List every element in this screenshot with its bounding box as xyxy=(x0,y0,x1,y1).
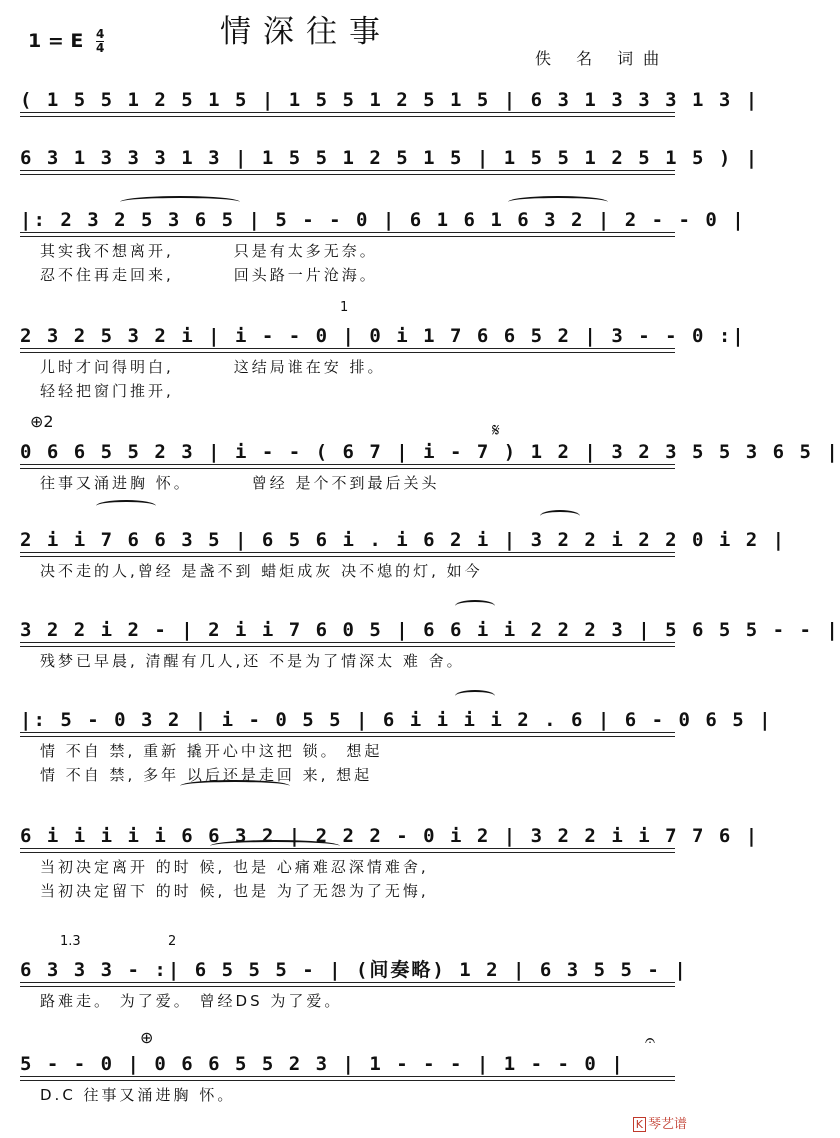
time-top: 4 xyxy=(95,27,105,41)
lyric-segment: 路难走。 为了爱。 曾经DS 为了爱。 xyxy=(40,992,343,1010)
lyric-segment: 决不走的人,曾经 是盏不到 蜡炬成灰 决不熄的灯, 如今 xyxy=(40,562,483,580)
notation-line: 6 3 3 3 - :| 6 5 5 5 - | (间奏略) 1 2 | 6 3 5 5 - | xyxy=(20,959,688,981)
lyric-segment: 轻轻把窗门推开, xyxy=(40,382,174,400)
score-header xyxy=(0,0,697,70)
lyric-segment: 残梦已早晨, 清醒有几人,还 不是为了情深太 难 舍。 xyxy=(40,652,465,670)
lyric-segment: 情 不自 禁, 重新 撬开心中这把 锁。 想起 xyxy=(40,742,383,760)
coda-mark: ⊕ xyxy=(140,1028,154,1047)
notation-line: 3 2 2 i 2 - | 2 i i 7 6 0 5 | 6 6 i i 2 2 2 3 | 5 6 5 5 - - | xyxy=(20,619,840,641)
volta-1-3-mark: 1.3 xyxy=(60,934,81,949)
beam-underline xyxy=(20,1076,675,1081)
slur-tie xyxy=(540,510,580,522)
lyric-segment: 情 不自 禁, 多年 以后还是走回 来, 想起 xyxy=(40,766,373,784)
lyric-segment: 当初决定留下 的时 候, 也是 为了无怨为了无悔, xyxy=(40,882,429,900)
song-title: 情深往事 xyxy=(220,14,392,50)
notation-line: 0 6 6 5 5 2 3 | i - - ( 6 7 | i - 7 ) 1 2 | 3 2 3 5 5 3 6 5 | xyxy=(20,441,840,463)
lyric-segment: 忍不住再走回来, xyxy=(40,266,174,284)
time-signature xyxy=(96,28,104,55)
lyric-segment: 当初决定离开 的时 候, 也是 心痛难忍深情难舍, xyxy=(40,858,429,876)
beam-underline xyxy=(20,348,675,353)
lyric-segment: 儿时才问得明白, xyxy=(40,358,174,376)
lyric-line xyxy=(40,764,680,786)
lyric-line xyxy=(40,472,680,494)
lyric-line xyxy=(40,650,680,672)
slur-tie xyxy=(455,600,495,612)
lyric-line xyxy=(40,240,680,262)
beam-underline xyxy=(20,232,675,237)
beam-underline xyxy=(20,170,675,175)
time-bottom: 4 xyxy=(95,41,105,55)
volta-2-mark: 2 xyxy=(168,934,177,949)
song-credit: 佚 名 词曲 xyxy=(535,49,670,68)
beam-underline xyxy=(20,112,675,117)
beam-underline xyxy=(20,552,675,557)
lyric-segment: 只是有太多无奈。 xyxy=(233,242,378,260)
watermark-logo: K xyxy=(633,1117,646,1132)
notation-line: 6 3 1 3 3 3 1 3 | 1 5 5 1 2 5 1 5 | 1 5 5 1 2 5 1 5 ) | xyxy=(20,147,760,169)
lyric-segment: 回头路一片沧海。 xyxy=(233,266,378,284)
watermark xyxy=(633,1113,687,1132)
notation-line: |: 2 3 2 5 3 6 5 | 5 - - 0 | 6 1 6 1 6 3 2 | 2 - - 0 | xyxy=(20,209,746,231)
beam-underline xyxy=(20,642,675,647)
beam-underline xyxy=(20,732,675,737)
lyric-line xyxy=(40,880,680,902)
watermark-text: 琴艺谱 xyxy=(647,1117,687,1132)
notation-line: 5 - - 0 | 0 6 6 5 5 2 3 | 1 - - - | 1 - - 0 | xyxy=(20,1053,625,1075)
slur-tie xyxy=(96,500,156,512)
slur-tie xyxy=(180,780,290,792)
lyric-line xyxy=(40,856,680,878)
slur-tie xyxy=(455,690,495,702)
lyric-segment: D.C 往事又涌进胸 怀。 xyxy=(40,1086,236,1104)
slur-tie xyxy=(508,196,608,208)
fermata-mark: 𝄐 xyxy=(645,1030,656,1051)
volta-1-mark: 1 xyxy=(340,300,349,315)
notation-line: 2 i i 7 6 6 3 5 | 6 5 6 i . i 6 2 i | 3 2 2 i 2 2 0 i 2 | xyxy=(20,529,787,551)
lyric-segment: 这结局谁在安 排。 xyxy=(233,358,386,376)
lyric-line xyxy=(40,1084,680,1106)
lyric-segment: 往事又涌进胸 怀。 xyxy=(40,474,192,492)
lyric-line xyxy=(40,264,680,286)
slur-tie xyxy=(120,196,240,208)
lyric-line xyxy=(40,740,680,762)
slur-tie xyxy=(210,840,340,852)
lyric-line xyxy=(40,990,680,1012)
notation-line: 2 3 2 5 3 2 i | i - - 0 | 0 i 1 7 6 6 5 2 | 3 - - 0 :| xyxy=(20,325,746,347)
key-signature xyxy=(28,28,104,55)
lyric-segment: 曾经 是个不到最后关头 xyxy=(251,474,440,492)
beam-underline xyxy=(20,848,675,853)
notation-line: ( 1 5 5 1 2 5 1 5 | 1 5 5 1 2 5 1 5 | 6 3 1 3 3 3 1 3 | xyxy=(20,89,760,111)
segno-mark: 𝄋 xyxy=(492,420,500,441)
notation-line: 6 i i i i i 6 6 3 2 | 2 2 2 - 0 i 2 | 3 2 2 i i 7 7 6 | xyxy=(20,825,760,847)
notation-line: |: 5 - 0 3 2 | i - 0 5 5 | 6 i i i i 2 . 6 | 6 - 0 6 5 | xyxy=(20,709,773,731)
beam-underline xyxy=(20,464,675,469)
key-text: 1 = E xyxy=(28,30,84,52)
lyric-line xyxy=(40,560,680,582)
coda-2-mark: ⊕2 xyxy=(30,412,54,431)
lyric-line xyxy=(40,380,680,402)
lyric-segment: 其实我不想离开, xyxy=(40,242,174,260)
lyric-line xyxy=(40,356,680,378)
beam-underline xyxy=(20,982,675,987)
